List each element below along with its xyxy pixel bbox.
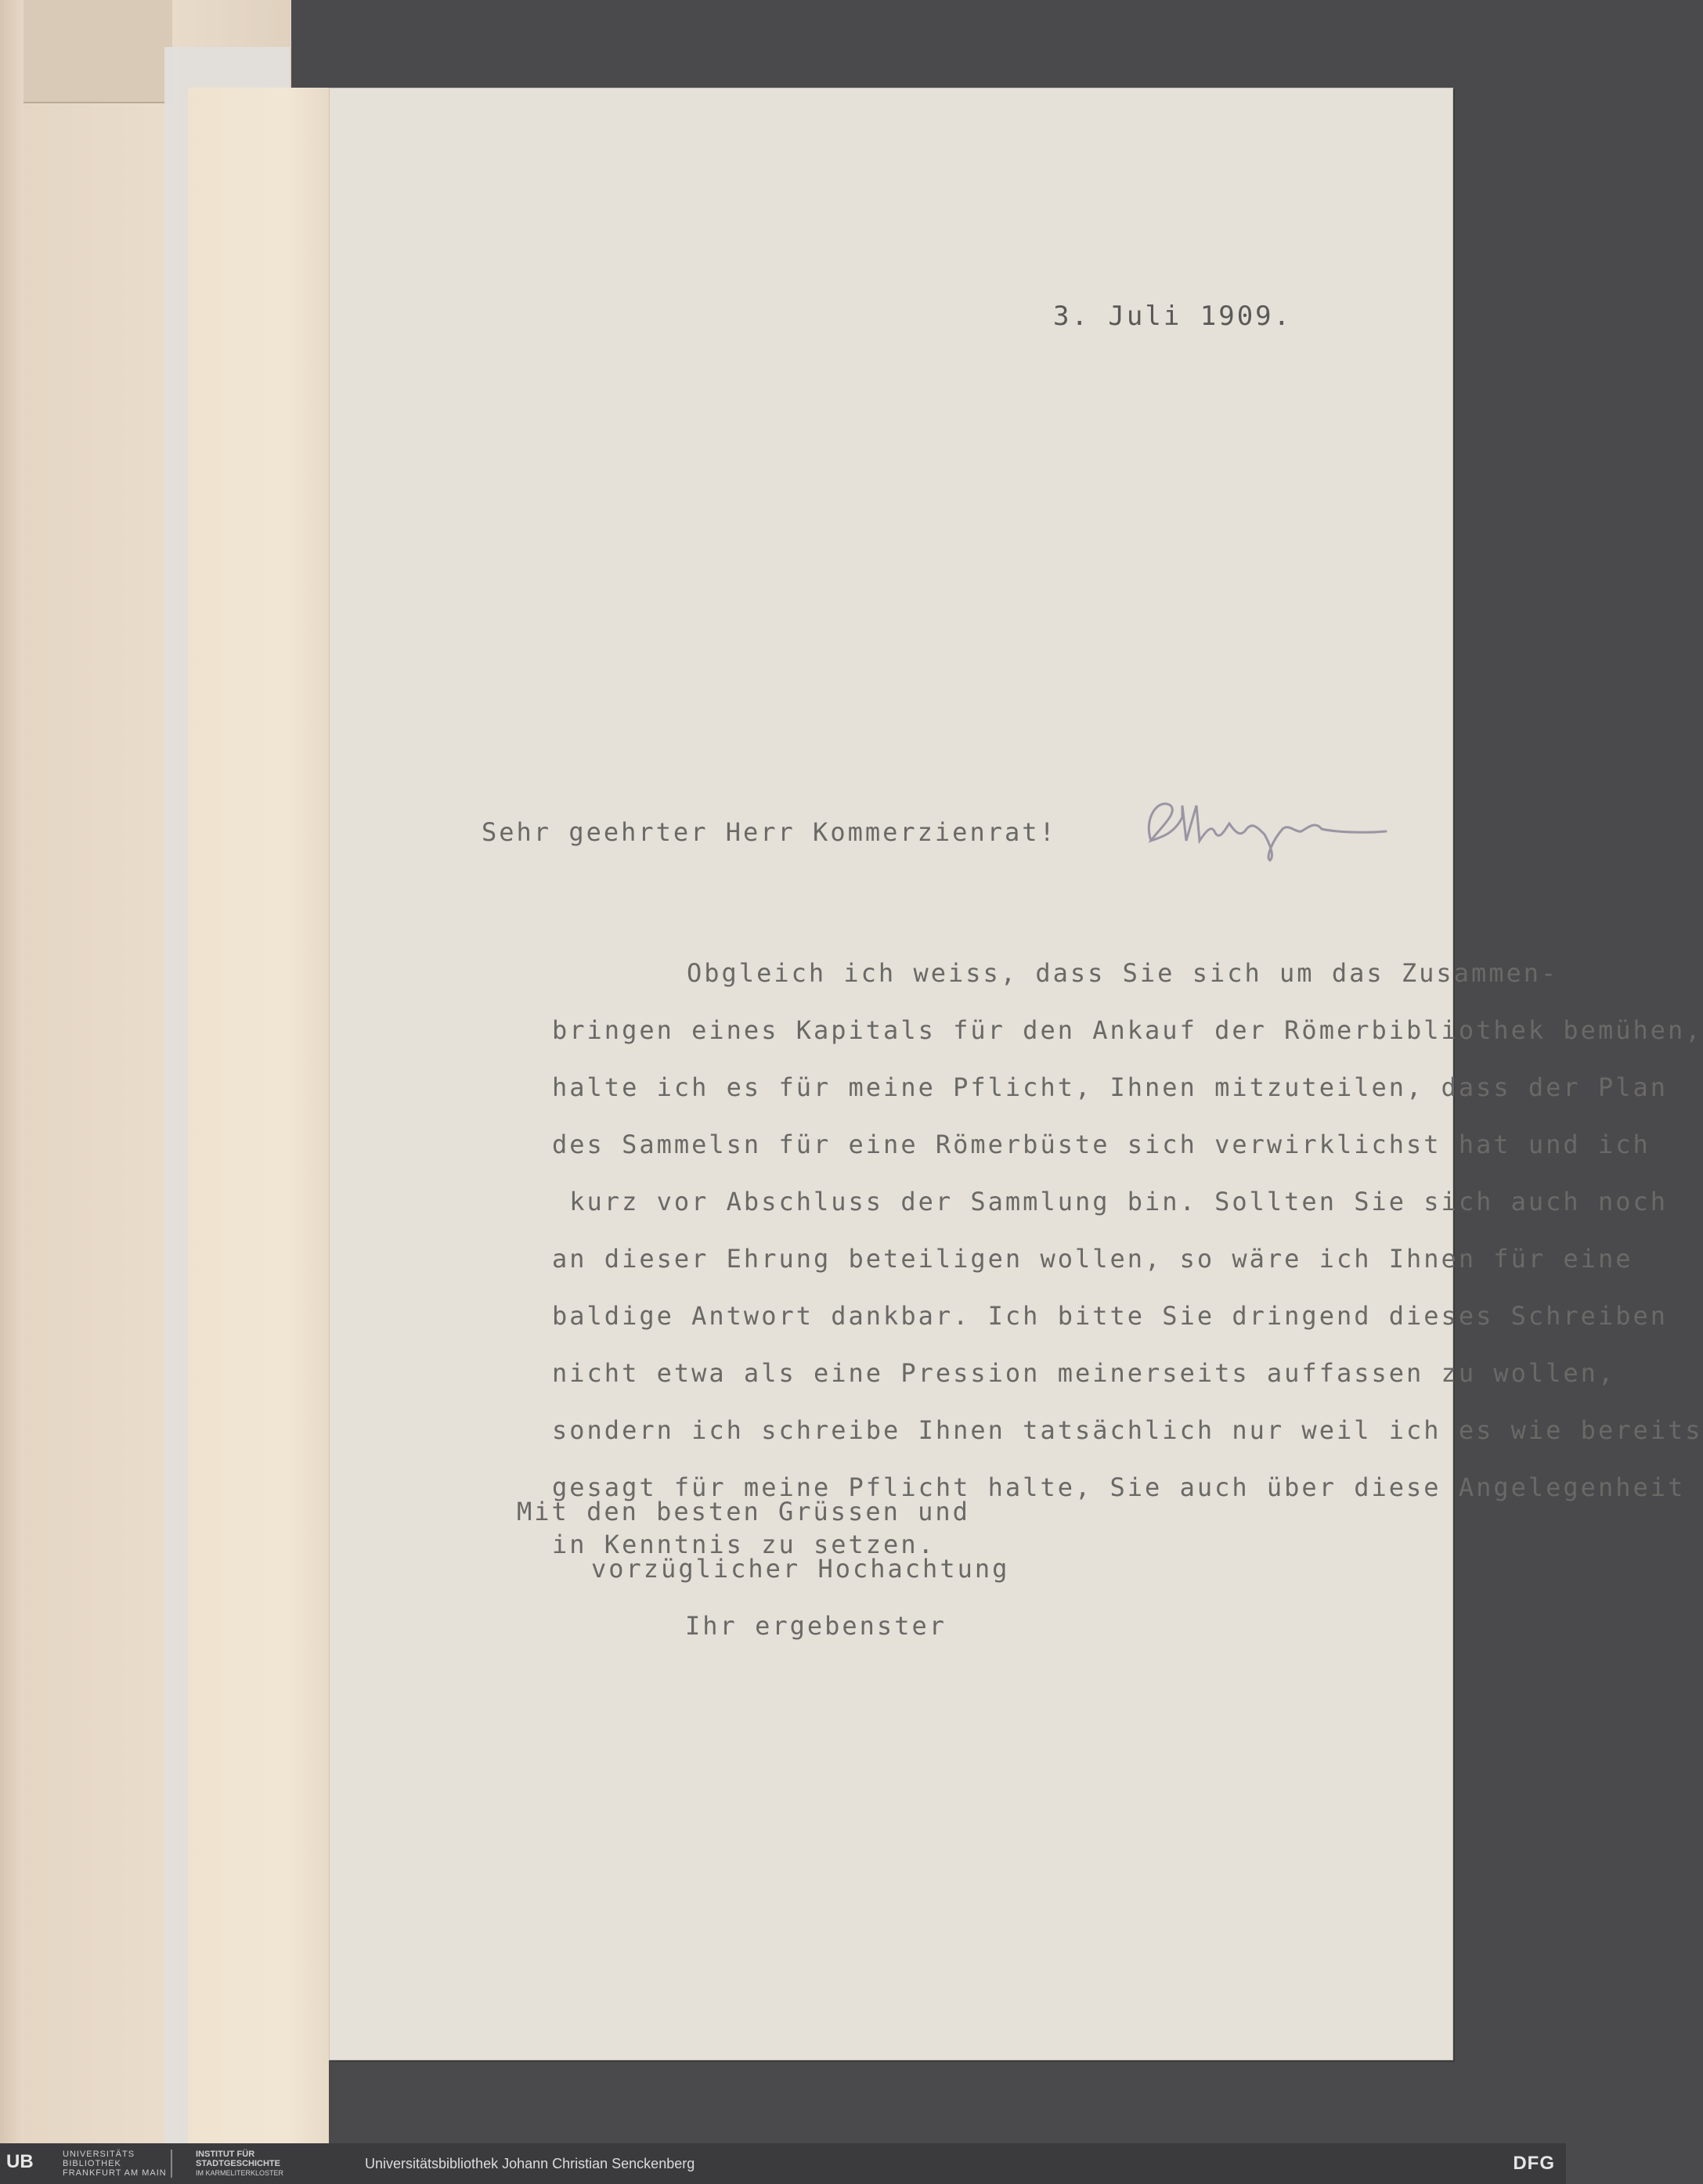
ub-subtitle-line: BIBLIOTHEK: [63, 2159, 121, 2168]
ub-subtitle-line: UNIVERSITÄTS: [63, 2150, 135, 2159]
closing-line: vorzüglicher Hochachtung: [591, 1554, 1010, 1584]
body-line: bringen eines Kapitals für den Ankauf der Römerbibliothek bemühen,: [552, 1015, 1703, 1045]
closing-line: Ihr ergebenster: [685, 1611, 947, 1641]
footer-divider: [171, 2150, 172, 2178]
body-line: nicht etwa als eine Pression meinerseits auffassen zu wollen,: [552, 1358, 1616, 1388]
isg-line: STADTGESCHICHTE: [196, 2159, 280, 2168]
handwritten-annotation: [1135, 786, 1394, 864]
letter-salutation: Sehr geehrter Herr Kommerzienrat!: [482, 817, 1057, 847]
closing-line: Mit den besten Grüssen und: [517, 1497, 970, 1526]
library-name: Universitätsbibliothek Johann Christian Senckenberg: [365, 2156, 695, 2171]
body-line: kurz vor Abschluss der Sammlung bin. Sollten Sie sich auch noch: [552, 1187, 1668, 1216]
footer-bar: [0, 2143, 1566, 2184]
letter-sheet: [329, 88, 1703, 2060]
underlying-page-edge: [188, 88, 329, 2143]
ub-logo-subtitle: [63, 2150, 167, 2178]
body-line: an dieser Ehrung beteiligen wollen, so wäre ich Ihnen für eine: [552, 1244, 1633, 1274]
dfg-logo: DFG: [1513, 2153, 1555, 2174]
ub-logo: UB: [6, 2151, 34, 2172]
isg-logo: [196, 2150, 283, 2178]
body-line: des Sammelsn für eine Römerbüste sich verwirklichst hat und ich: [552, 1130, 1651, 1159]
isg-line: IM KARMELITERKLOSTER: [196, 2169, 284, 2177]
body-line: baldige Antwort dankbar. Ich bitte Sie dringend dieses Schreiben: [552, 1301, 1668, 1331]
binding-fold: [0, 0, 23, 2143]
body-line: halte ich es für meine Pflicht, Ihnen mitzuteilen, dass der Plan: [552, 1072, 1668, 1102]
ub-subtitle-line: FRANKFURT AM MAIN: [63, 2168, 167, 2178]
body-line: Obgleich ich weiss, dass Sie sich um das Zusammen-: [687, 958, 1559, 988]
body-line: gesagt für meine Pflicht halte, Sie auch über diese Angelegenheit: [552, 1472, 1686, 1502]
page-edge-strip: [23, 0, 172, 102]
body-line: in Kenntnis zu setzen.: [552, 1530, 936, 1559]
body-line: sondern ich schreibe Ihnen tatsächlich nur weil ich es wie bereits: [552, 1415, 1703, 1445]
isg-line: INSTITUT FÜR: [196, 2150, 255, 2159]
letter-date: 3. Juli 1909.: [1053, 301, 1293, 332]
